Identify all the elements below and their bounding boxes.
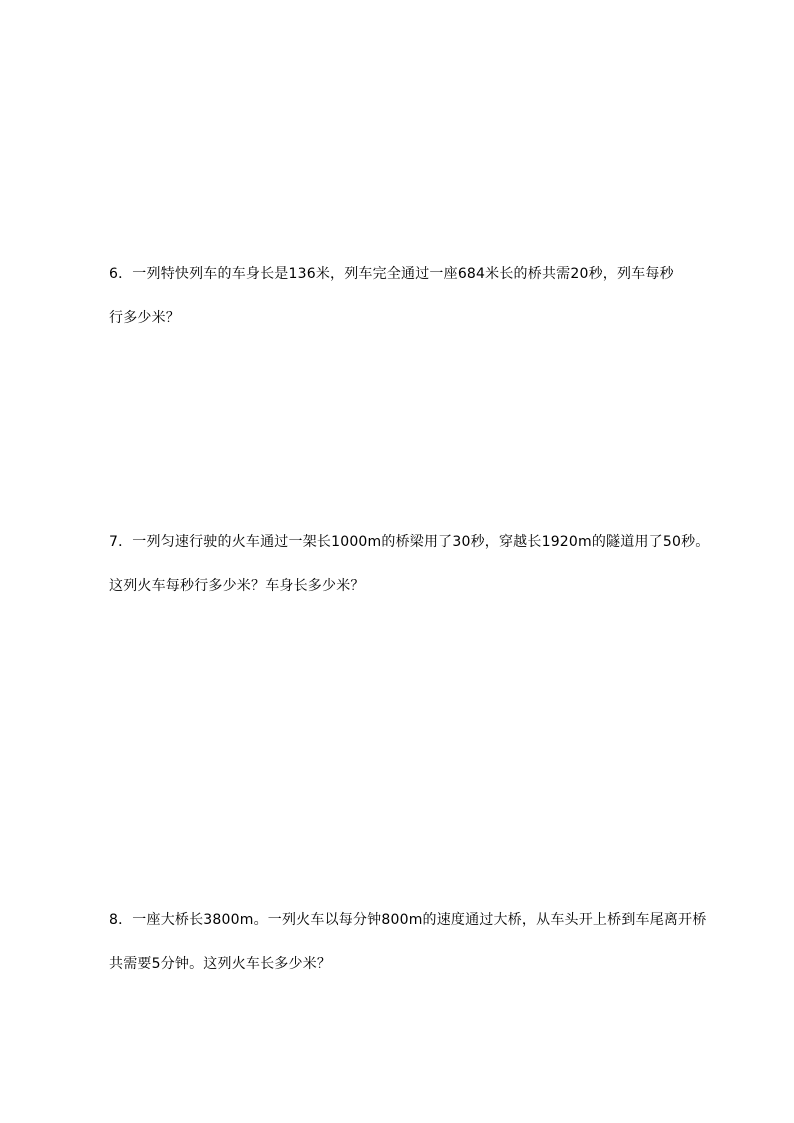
- question-7: [109, 532, 729, 596]
- question-8: [109, 910, 729, 974]
- question-7-line-1: 7．一列匀速行驶的火车通过一架长1000m的桥梁用了30秒，穿越长1920m的隧道用了50秒。: [109, 534, 710, 550]
- question-6: [109, 264, 729, 328]
- question-7-line-2: 这列火车每秒行多少米？车身长多少米？: [109, 578, 365, 594]
- question-6-line-1: 6．一列特快列车的车身长是136米，列车完全通过一座684米长的桥共需20秒，列车每秒: [109, 266, 674, 282]
- question-8-line-2: 共需要5分钟。这列火车长多少米？: [109, 956, 332, 972]
- question-8-line-1: 8．一座大桥长3800m。一列火车以每分钟800m的速度通过大桥，从车头开上桥到车尾离开桥: [109, 912, 707, 928]
- question-6-line-2: 行多少米？: [109, 310, 180, 326]
